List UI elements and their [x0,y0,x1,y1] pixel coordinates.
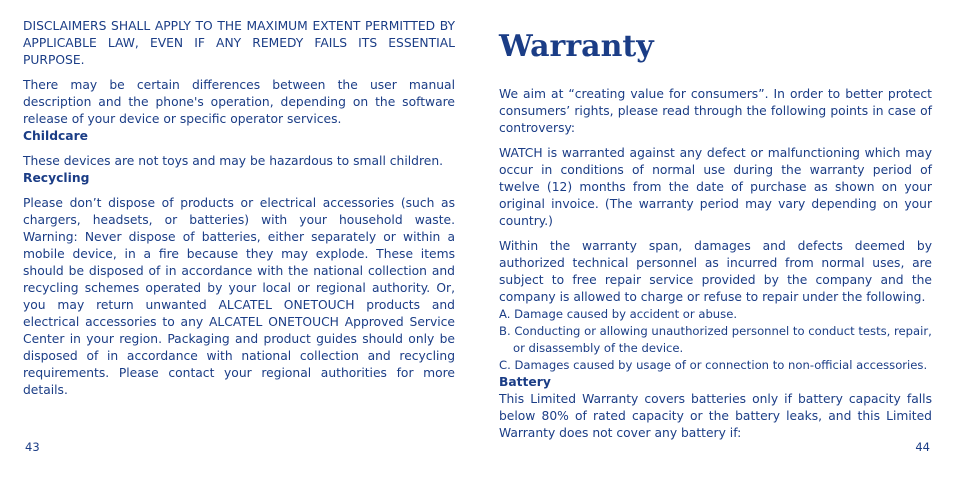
childcare-heading: Childcare [23,129,89,143]
battery-text: This Limited Warranty covers batteries only if battery capacity falls below 80% of rated capacity or the battery leaks, and this Limited Warranty does not cover any battery if: [499,392,932,440]
page-number-left: 43 [25,440,40,454]
disclaimer-text: DISCLAIMERS SHALL APPLY TO THE MAXIMUM EXTENT PERMITTED BY APPLICABLE LAW, EVEN IF ANY REMEDY FAILS ITS ESSENTIAL PURPOSE. [23,19,455,67]
warranty-intro-text: We aim at “creating value for consumers”. In order to better protect consumers’ rights, please read through the following points in case of controversy: [499,87,932,135]
left-page-column [23,18,455,399]
right-page-column [499,31,932,442]
manual-note-text: There may be certain differences between the user manual description and the phone's operation, depending on the software release of your device or specific operator services. [23,78,455,126]
page-title: Warranty [499,29,654,64]
recycling-heading: Recycling [23,171,90,185]
battery-heading: Battery [499,375,551,389]
childcare-text: These devices are not toys and may be hazardous to small children. [23,154,444,168]
repair-terms-text: Within the warranty span, damages and defects deemed by authorized technical personnel as incurred from normal uses, are subject to free repair service provided by the company and the company is allowed to charge or refuse to repair under the following. [499,239,932,304]
exclusion-item: A. Damage caused by accident or abuse. [499,307,738,321]
recycling-text: Please don’t dispose of products or electrical accessories (such as chargers, headsets, or batteries) with your household waste. Warning: Never dispose of batteries, either separately or within a mobile device, in a fire because they may explode. These items should be disposed of in accordance with the national collection and recycling schemes operated by your local or regional authority. Or, you may return unwanted ALCATEL ONETOUCH products and electrical accessories to any ALCATEL ONETOUCH Approved Service Center in your region. Packaging and product guides should only be disposed of in accordance with national collection and recycling requirements. Please contact your regional authorities for more details. [23,196,455,397]
exclusion-item: C. Damages caused by usage of or connection to non-official accessories. [499,358,928,372]
exclusion-item: B. Conducting or allowing unauthorized personnel to conduct tests, repair, or disassembly of the device. [499,324,932,355]
page-number-right: 44 [915,440,930,454]
warranty-period-text: WATCH is warranted against any defect or malfunctioning which may occur in conditions of normal use during the warranty period of twelve (12) months from the date of purchase as shown on your original invoice. (The warranty period may vary depending on your country.) [499,146,932,228]
